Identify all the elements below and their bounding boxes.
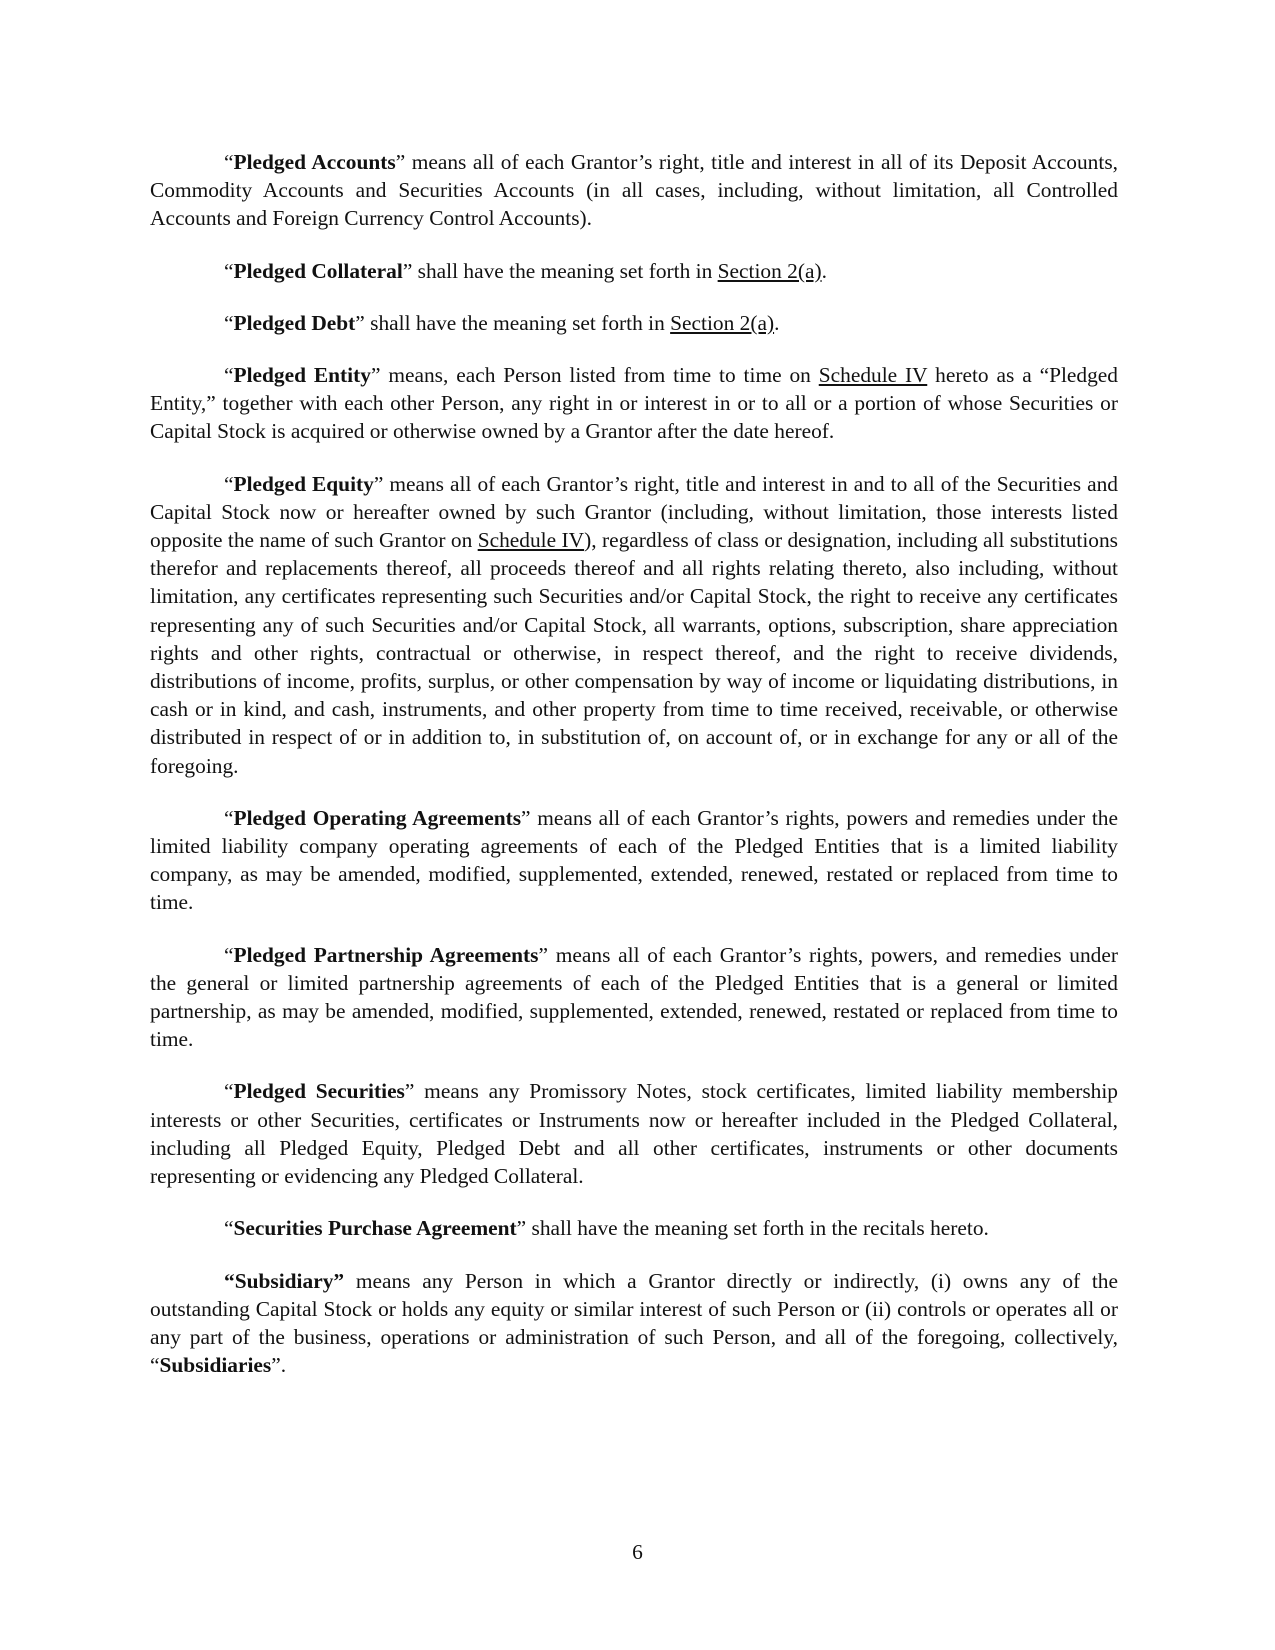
defined-term: Pledged Accounts	[233, 150, 396, 174]
defined-term: Pledged Entity	[233, 363, 371, 388]
definition-pledged-equity	[150, 470, 1118, 780]
open-quote: “	[224, 1268, 235, 1293]
definition-text: ” shall have the meaning set forth in the recitals hereto.	[516, 1216, 989, 1241]
open-quote: “	[224, 310, 234, 335]
definition-pledged-debt	[150, 309, 1118, 337]
defined-term: Pledged Collateral	[233, 258, 403, 283]
defined-term-plural: Subsidiaries	[159, 1353, 272, 1378]
definition-pledged-partnership-agreements	[150, 941, 1118, 1054]
definition-subsidiary	[150, 1267, 1118, 1380]
definition-text: ” shall have the meaning set forth in	[402, 258, 718, 283]
definition-tail: .	[774, 310, 780, 335]
definition-text: ” means all of each Grantor’s rights, powers and remedies under the limited liability company operating agreements of each of the Pledged Entities that is a limited liability company, as may be amended, modified, supplemented, extended, renewed, restated or replaced from time to time.	[150, 805, 1118, 915]
definition-text: ” means all of each Grantor’s rights, powers, and remedies under the general or limited partnership agreements of each of the Pledged Entities that is a general or limited partnership, as may be amended, modified, supplemented, extended, renewed, restated or replaced from time to time.	[150, 942, 1118, 1052]
open-quote: “	[224, 150, 234, 174]
defined-term: Subsidiary”	[234, 1268, 345, 1293]
open-quote: “	[224, 471, 234, 496]
definition-tail: hereto as a “Pledged Entity,” together with each other Person, any right in or interest in or to all or a portion of whose Securities or Capital Stock is acquired or otherwise owned by a Grantor after the date hereof.	[150, 363, 1118, 444]
definition-text: ” shall have the meaning set forth in	[355, 310, 671, 335]
definition-text: means any Person in which a Grantor directly or indirectly, (i) owns any of the outstanding Capital Stock or holds any equity or similar interest of such Person or (ii) controls or operates all or any part of the business, operations or administration of such Person, and all of the foregoing, collectively, “	[150, 1268, 1118, 1378]
document-page	[150, 148, 1118, 1403]
section-reference: Section 2(a)	[717, 258, 822, 283]
definition-pledged-securities	[150, 1077, 1118, 1190]
definition-text: ” means all of each Grantor’s right, title and interest in all of its Deposit Accounts, Commodity Accounts and Securities Accounts (in all cases, including, without limitation, all Controlled Accounts and Foreign Currency Control Accounts).	[150, 150, 1118, 231]
definition-tail: .	[821, 258, 827, 283]
definition-tail: ), regardless of class or designation, including all substitutions therefor and replacements thereof, all proceeds thereof and all rights relating thereto, also including, without limitation, any certificates representing such Securities and/or Capital Stock, the right to receive any certificates representing any of such Securities and/or Capital Stock, all warrants, options, subscription, share appreciation rights and other rights, contractual or otherwise, in respect thereof, and the right to receive dividends, distributions of income, profits, surplus, or other compensation by way of income or liquidating distributions, in cash or in kind, and cash, instruments, and other property from time to time received, receivable, or otherwise distributed in respect of or in addition to, in substitution of, on account of, or in exchange for any or all of the foregoing.	[150, 528, 1118, 778]
definition-securities-purchase-agreement	[150, 1214, 1118, 1242]
definition-pledged-collateral	[150, 257, 1118, 285]
schedule-reference: Schedule IV	[477, 528, 585, 553]
defined-term: Pledged Operating Agreements	[233, 805, 522, 830]
definition-pledged-entity	[150, 361, 1118, 446]
defined-term: Pledged Equity	[233, 471, 374, 496]
defined-term: Pledged Securities	[233, 1079, 405, 1104]
definition-text: ” means all of each Grantor’s right, title and interest in and to all of the Securities and Capital Stock now or hereafter owned by such Grantor (including, without limitation, those interests listed opposite the name of such Grantor on	[150, 471, 1118, 553]
defined-term: Securities Purchase Agreement	[233, 1216, 517, 1241]
open-quote: “	[224, 363, 234, 388]
open-quote: “	[224, 805, 234, 830]
definition-text: ” means any Promissory Notes, stock certificates, limited liability membership interests or other Securities, certificates or Instruments now or hereafter included in the Pledged Collateral, including all Pledged Equity, Pledged Debt and all other certificates, instruments or other documents representing or evidencing any Pledged Collateral.	[150, 1079, 1118, 1189]
open-quote: “	[224, 1079, 234, 1104]
definition-pledged-accounts	[150, 148, 1118, 233]
schedule-reference: Schedule IV	[818, 363, 928, 388]
defined-term: Pledged Debt	[233, 310, 356, 335]
definition-pledged-operating-agreements	[150, 804, 1118, 917]
open-quote: “	[224, 258, 234, 283]
definition-tail: ”.	[271, 1353, 287, 1378]
open-quote: “	[224, 1216, 234, 1241]
defined-term: Pledged Partnership Agreements	[233, 942, 539, 967]
open-quote: “	[224, 942, 234, 967]
page-number: 6	[632, 1540, 643, 1564]
definition-text: ” means, each Person listed from time to time on	[370, 363, 819, 388]
section-reference: Section 2(a)	[670, 310, 775, 335]
